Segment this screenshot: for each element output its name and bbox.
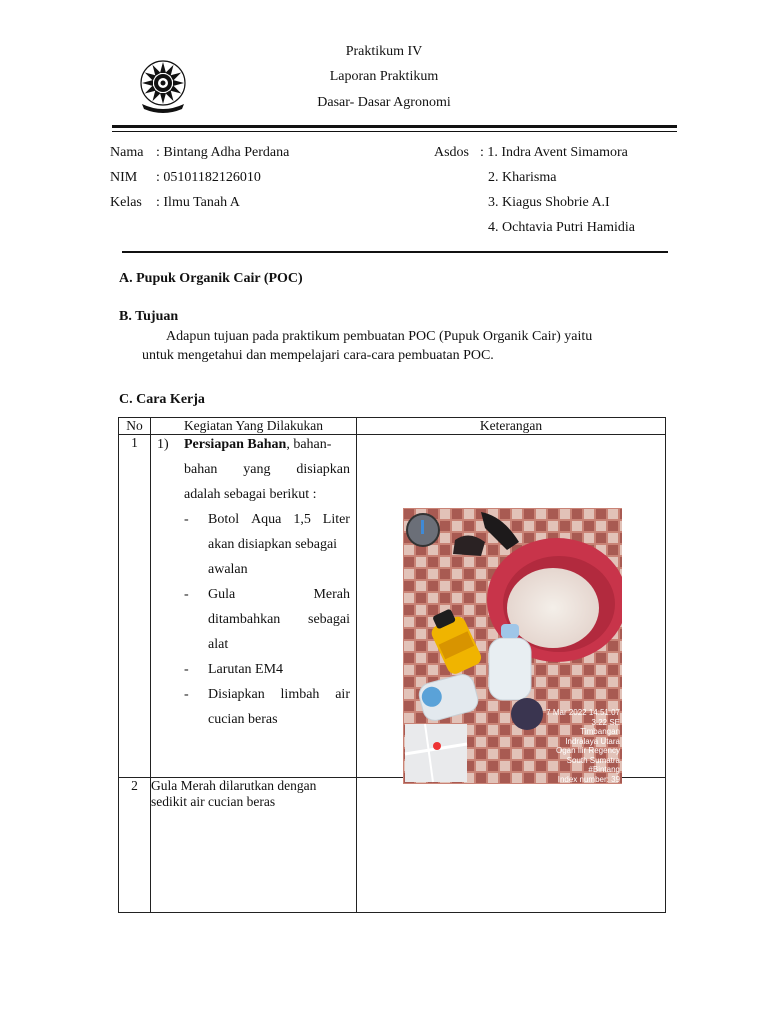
row-number: 2 — [119, 778, 151, 913]
section-a-title: A. Pupuk Organik Cair (POC) — [119, 271, 303, 286]
stamp-line: Timbangan — [580, 727, 620, 736]
header-rule-thick — [112, 125, 677, 128]
item-1-line-1 — [208, 512, 350, 528]
nim-label: NIM — [110, 170, 138, 185]
kegiatan-text-1: Gula Merah dilarutkan dengan — [151, 778, 317, 793]
bullet: - — [184, 662, 189, 677]
nama-value: : Bintang Adha Perdana — [156, 145, 290, 160]
preparation-photo — [403, 508, 622, 784]
bullet: - — [184, 687, 189, 702]
section-b-title: B. Tujuan — [119, 309, 179, 324]
word: Disiapkan — [208, 687, 265, 702]
word: disiapkan — [296, 462, 350, 477]
step-line-3: adalah sebagai berikut : — [184, 487, 317, 502]
word: sebagai — [308, 612, 350, 627]
header-no: No — [119, 418, 151, 435]
item-1-line-2: akan disiapkan sebagai — [208, 537, 338, 552]
kegiatan-text-2: sedikit air cucian beras — [151, 794, 276, 809]
step-title: Persiapan Bahan — [184, 437, 287, 452]
word: yang — [243, 462, 271, 477]
asdos-item: 4. Ochtavia Putri Hamidia — [488, 220, 635, 235]
tujuan-text-1: Adapun tujuan pada praktikum pembuatan POC (Pupuk Organik Cair) yaitu — [166, 329, 593, 344]
item-3: Larutan EM4 — [208, 662, 284, 677]
item-2-line-1 — [208, 587, 350, 603]
word: Gula — [208, 587, 236, 602]
stamp-line: #Bintang — [588, 765, 620, 774]
word: air — [335, 687, 350, 702]
header-laporan: Laporan Praktikum — [329, 69, 439, 84]
table-header-row — [119, 418, 666, 435]
header-rule-thin — [112, 131, 677, 132]
stamp-line: 7 Mar 2022 14:51:07 — [546, 708, 620, 717]
bullet: - — [184, 587, 189, 602]
word: 1,5 — [293, 512, 311, 527]
word: ditambahkan — [208, 612, 281, 627]
section-c-title: C. Cara Kerja — [119, 392, 205, 407]
kelas-label: Kelas — [110, 195, 142, 210]
stamp-line: 3.22 SE — [591, 717, 620, 727]
word: Liter — [322, 512, 350, 527]
item-1-line-3: awalan — [208, 562, 248, 577]
kegiatan-cell — [151, 435, 357, 778]
kelas-value: : Ilmu Tanah A — [156, 195, 240, 210]
header-praktikum: Praktikum IV — [345, 44, 423, 59]
asdos-item: 2. Kharisma — [488, 170, 557, 185]
asdos-item: 3. Kiagus Shobrie A.I — [488, 195, 610, 210]
step-title-rest: , bahan- — [286, 437, 332, 452]
stamp-line: Indralaya Utara — [565, 736, 620, 746]
nim-value: : 05101182126010 — [156, 170, 261, 185]
kegiatan-cell — [151, 778, 357, 913]
stamp-line: South Sumatra — [566, 755, 620, 765]
item-4-line-2: cucian beras — [208, 712, 278, 727]
step-line-2 — [184, 462, 350, 478]
tujuan-text-2: untuk mengetahui dan mempelajari cara-cara pembuatan POC. — [142, 348, 494, 363]
header-course: Dasar- Dasar Agronomi — [317, 95, 451, 110]
table-row — [119, 778, 666, 913]
keterangan-cell — [357, 778, 666, 913]
bullet: - — [184, 512, 189, 527]
asdos-label: Asdos — [434, 145, 470, 160]
word: Aqua — [251, 512, 282, 527]
asdos-item: : 1. Indra Avent Simamora — [480, 145, 628, 160]
photo-timestamp-stamp — [546, 708, 620, 784]
identity-rule — [122, 251, 668, 253]
item-2-line-2 — [208, 612, 350, 628]
word: limbah — [280, 687, 320, 702]
row-number: 1 — [119, 435, 151, 778]
step-title-line — [184, 437, 331, 453]
item-4-line-1 — [208, 687, 350, 703]
word: Merah — [313, 587, 350, 602]
nama-label: Nama — [110, 145, 144, 160]
header-kegiatan: Kegiatan Yang Dilakukan — [151, 418, 357, 435]
header-keterangan: Keterangan — [357, 418, 666, 435]
step-number: 1) — [157, 437, 169, 452]
stamp-line: Index number: 39 — [557, 774, 620, 784]
item-2-line-3: alat — [208, 637, 229, 652]
word: bahan — [184, 462, 218, 477]
word: Botol — [208, 512, 240, 527]
stamp-line: Ogan Ilir Regency — [555, 746, 620, 755]
